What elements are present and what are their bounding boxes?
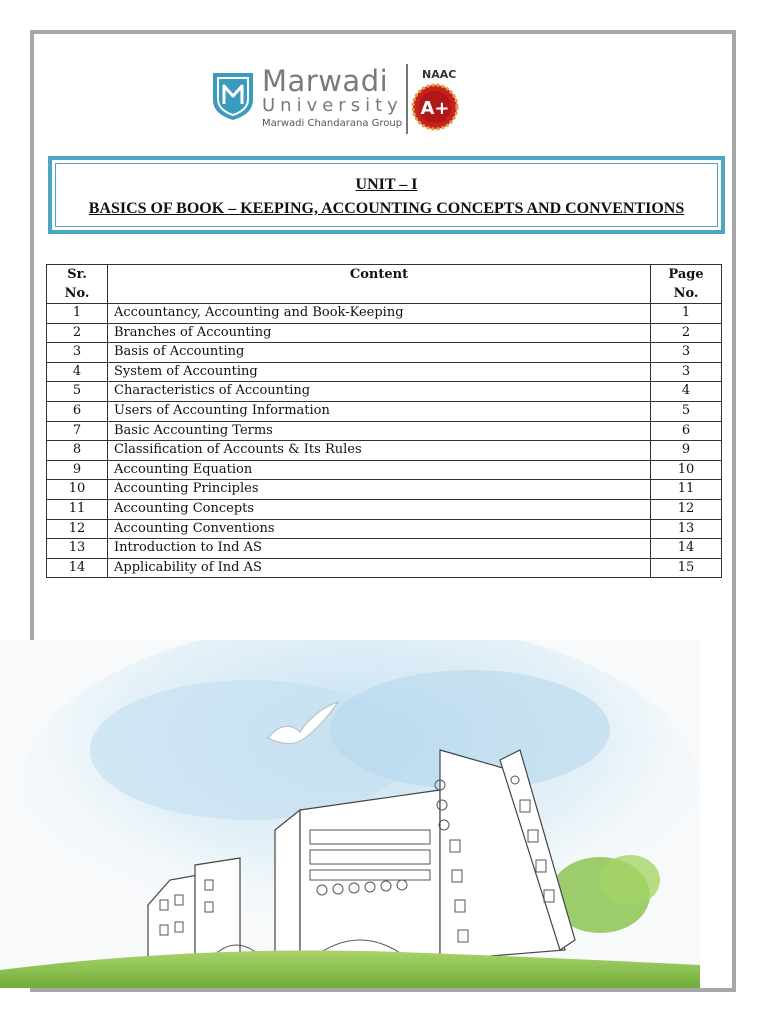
row-sr: 11 [47,499,108,519]
row-sr: 1 [47,304,108,324]
header-sr-no: Sr. No. [47,265,108,304]
row-content: System of Accounting [108,362,651,382]
title-inner [55,163,718,227]
row-sr: 6 [47,401,108,421]
logo-divider [406,64,408,134]
table-row [47,362,722,382]
table-row [47,323,722,343]
row-sr: 13 [47,539,108,559]
row-sr: 5 [47,382,108,402]
row-page: 4 [651,382,722,402]
row-page: 6 [651,421,722,441]
row-content: Accounting Principles [108,480,651,500]
table-row [47,539,722,559]
table-row [47,558,722,578]
row-sr: 8 [47,441,108,461]
row-content: Accountancy, Accounting and Book-Keeping [108,304,651,324]
row-sr: 12 [47,519,108,539]
row-page: 14 [651,539,722,559]
row-page: 11 [651,480,722,500]
table-row [47,401,722,421]
table-row [47,460,722,480]
row-page: 15 [651,558,722,578]
unit-heading: BASICS OF BOOK – KEEPING, ACCOUNTING CONCEPTS AND CONVENTIONS [88,200,685,217]
logo-group: Marwadi Chandarana Group [262,118,403,129]
header-content: Content [108,265,651,304]
row-sr: 3 [47,343,108,363]
row-content: Classification of Accounts & Its Rules [108,441,651,461]
row-page: 12 [651,499,722,519]
university-logo [210,62,470,138]
row-page: 2 [651,323,722,343]
row-sr: 4 [47,362,108,382]
title-box [48,156,725,234]
row-content: Branches of Accounting [108,323,651,343]
row-content: Applicability of Ind AS [108,558,651,578]
table-row [47,480,722,500]
row-page: 1 [651,304,722,324]
row-page: 3 [651,362,722,382]
table-header-row [47,265,722,304]
row-content: Characteristics of Accounting [108,382,651,402]
table-row [47,382,722,402]
table-row [47,441,722,461]
row-sr: 10 [47,480,108,500]
naac-badge-icon [410,82,460,132]
university-building-illustration [0,640,700,988]
row-sr: 2 [47,323,108,343]
row-sr: 7 [47,421,108,441]
row-content: Accounting Equation [108,460,651,480]
table-row [47,343,722,363]
row-page: 13 [651,519,722,539]
row-content: Users of Accounting Information [108,401,651,421]
row-content: Introduction to Ind AS [108,539,651,559]
row-content: Accounting Conventions [108,519,651,539]
row-page: 3 [651,343,722,363]
logo-subname: University [262,95,403,116]
table-row [47,499,722,519]
row-sr: 9 [47,460,108,480]
table-row [47,519,722,539]
shield-logo-icon [210,70,256,122]
contents-table [46,264,722,578]
row-content: Basis of Accounting [108,343,651,363]
row-page: 5 [651,401,722,421]
row-content: Accounting Concepts [108,499,651,519]
unit-title: UNIT – I [355,176,418,193]
logo-name: Marwadi [262,64,389,98]
naac-grade: A+ [420,98,450,119]
row-sr: 14 [47,558,108,578]
row-page: 9 [651,441,722,461]
table-row [47,304,722,324]
row-page: 10 [651,460,722,480]
naac-label: NAAC [422,68,457,81]
header-page-no: Page No. [651,265,722,304]
table-row [47,421,722,441]
row-content: Basic Accounting Terms [108,421,651,441]
